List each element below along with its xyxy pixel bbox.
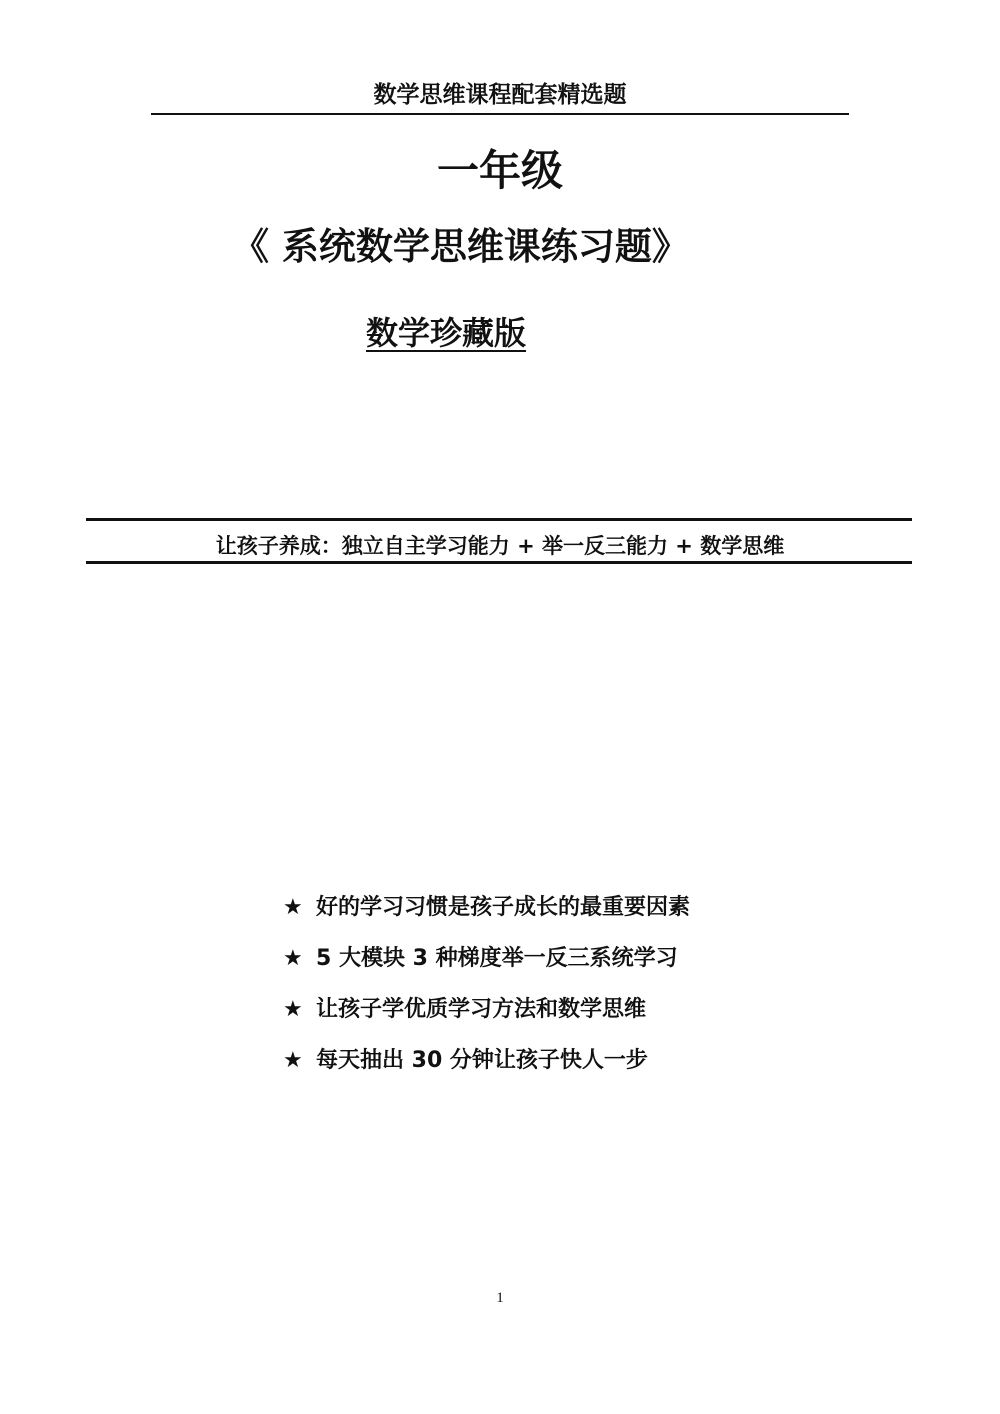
feature-text: 好的学习习惯是孩子成长的最重要因素 xyxy=(316,895,691,920)
star-icon: ★ xyxy=(283,1048,303,1073)
star-icon: ★ xyxy=(283,946,303,971)
grade-title: 一年级 xyxy=(436,146,563,195)
feature-item xyxy=(283,1046,690,1097)
page-number: 1 xyxy=(496,1290,504,1306)
header-title: 数学思维课程配套精选题 xyxy=(373,82,627,108)
slogan-text: 让孩子养成：独立自主学习能力 + 举一反三能力 + 数学思维 xyxy=(215,534,785,558)
feature-text: 5 大模块 3 种梯度举一反三系统学习 xyxy=(316,946,678,971)
edition-title: 数学珍藏版 xyxy=(366,314,527,352)
main-title: 《 系统数学思维课练习题》 xyxy=(232,225,689,268)
header-divider xyxy=(151,113,849,115)
feature-item xyxy=(283,995,690,1046)
star-icon: ★ xyxy=(283,895,303,920)
feature-item xyxy=(283,893,690,944)
feature-list xyxy=(283,893,690,1097)
star-icon: ★ xyxy=(283,997,303,1022)
feature-text: 每天抽出 30 分钟让孩子快人一步 xyxy=(316,1048,648,1073)
feature-text: 让孩子学优质学习方法和数学思维 xyxy=(316,997,647,1022)
feature-item xyxy=(283,944,690,995)
